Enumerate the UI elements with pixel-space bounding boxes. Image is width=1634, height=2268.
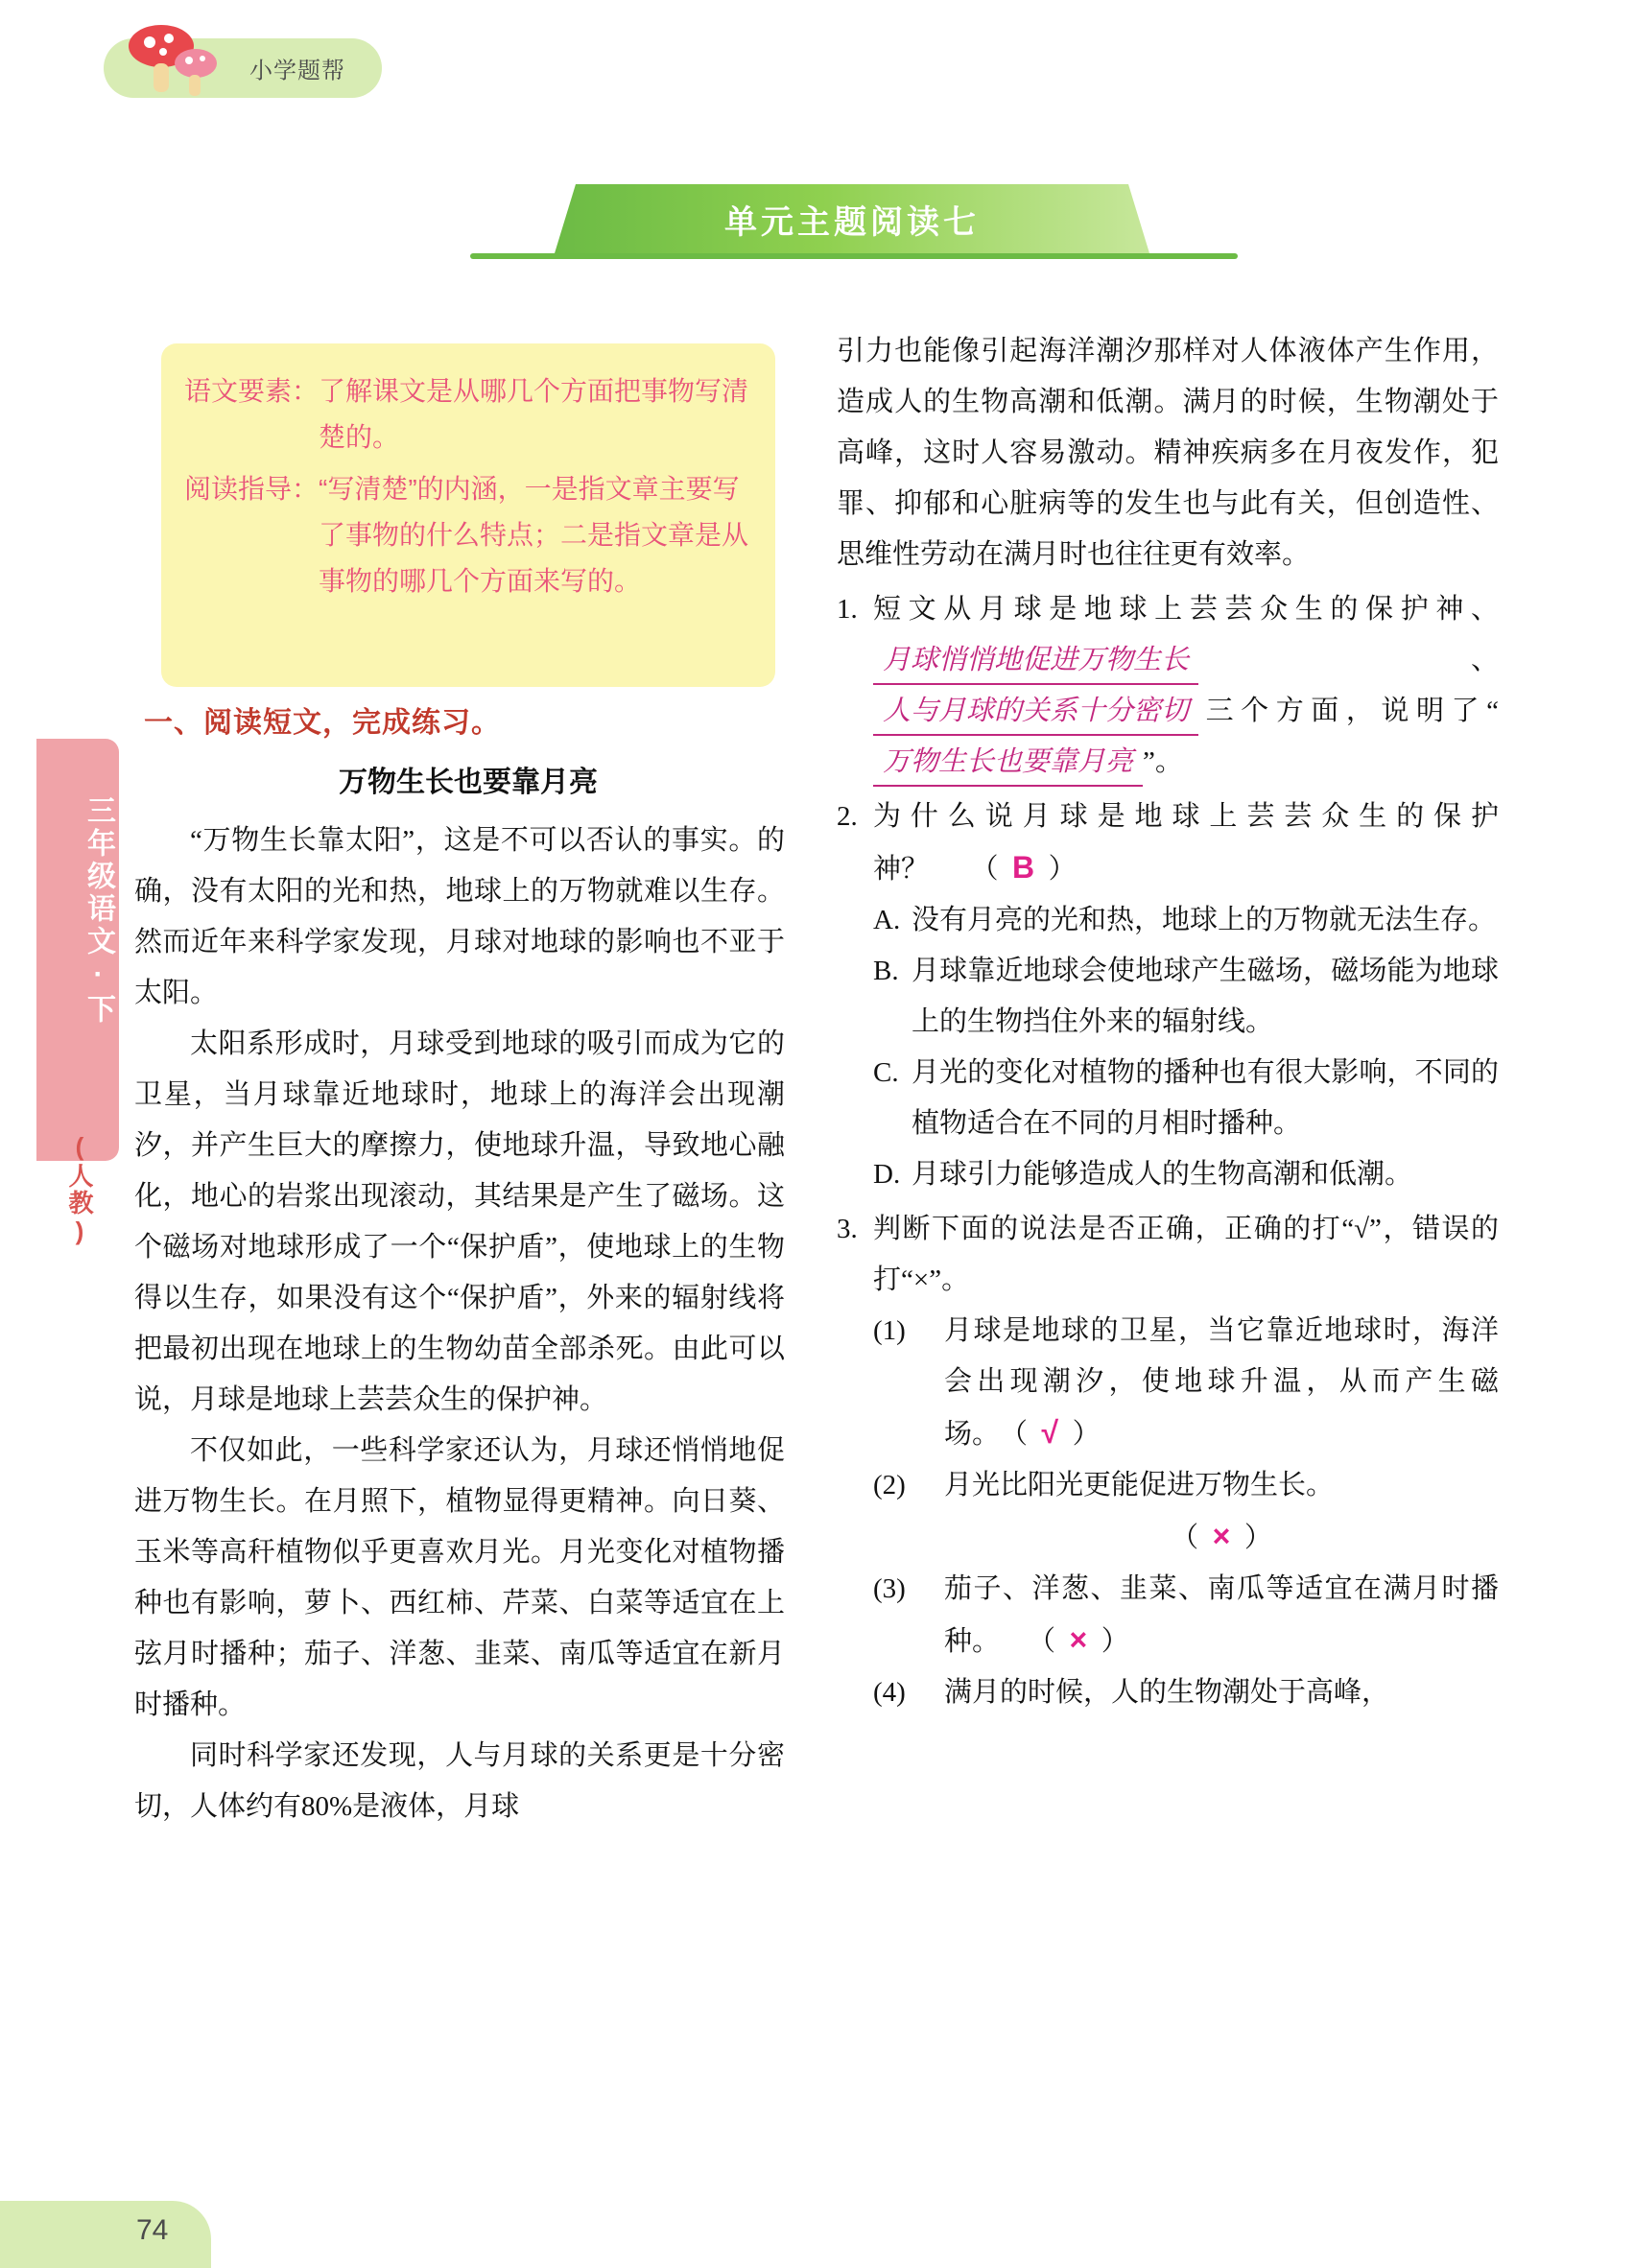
sub-2-body xyxy=(944,1460,1499,1564)
option-c-text: 月光的变化对植物的播种也有很大影响，不同的植物适合在不同的月相时播种。 xyxy=(912,1057,1499,1139)
question-2-option-b[interactable] xyxy=(873,946,1499,1048)
grade-side-tab xyxy=(36,739,119,1161)
article-paragraph: 引力也能像引起海洋潮汐那样对人体液体产生作用，造成人的生物高潮和低潮。满月的时候，生物潮处于高峰，这时人容易激动。精神疾病多在月夜发作，犯罪、抑郁和心脏病等的发生也与此有关，但创造性、思维性劳动在满月时也往往更有效率。 xyxy=(837,336,1499,570)
question-3-number: 3. xyxy=(837,1214,858,1244)
note-text-yuedu: “写清楚”的内涵，一是指文章主要写了事物的什么特点；二是指文章是从事物的哪几个方面来写的。 xyxy=(319,474,749,596)
sub-3-text: 茄子、洋葱、韭菜、南瓜等适宜在满月时播种。 xyxy=(944,1573,1499,1657)
question-3-sub-2[interactable] xyxy=(873,1460,1499,1564)
sub-1-answer: √ xyxy=(1041,1415,1059,1450)
article-title: 万物生长也要靠月亮 xyxy=(339,767,598,798)
question-2-option-d[interactable] xyxy=(873,1149,1499,1200)
question-1-lead: 短文从月球是地球上芸芸众生的保护神、 xyxy=(873,594,1499,625)
question-1-body xyxy=(873,584,1499,788)
question-2-answer: B xyxy=(1012,850,1035,885)
question-3-stem: 判断下面的说法是否正确，正确的打“√”，错误的打“×”。 xyxy=(873,1214,1499,1295)
brand-badge xyxy=(104,38,382,98)
sub-1-text: 月球是地球的卫星，当它靠近地球时，海洋会出现潮汐，使地球升温，从而产生磁场。 xyxy=(944,1315,1499,1450)
footer-bar xyxy=(0,2201,211,2268)
article-paragraph: 太阳系形成时，月球受到地球的吸引而成为它的卫星，当月球靠近地球时，地球上的海洋会出现潮汐，并产生巨大的摩擦力，使地球升温，导致地心融化，地心的岩浆出现滚动，其结果是产生了磁场。这个磁场对地球形成了一个“保护盾”，使地球上的生物得以生存，如果没有这个“保护盾”，外来的辐射线将把最初出现在地球上的生物幼苗全部杀死。由此可以说，月球是地球上芸芸众生的保护神。 xyxy=(134,1028,785,1415)
sub-4-text: 满月的时候，人的生物潮处于高峰， xyxy=(944,1677,1390,1708)
question-3 xyxy=(837,1204,1499,1306)
section-heading: 一、阅读短文，完成练习。 xyxy=(144,707,501,739)
option-a-letter: A. xyxy=(873,905,901,935)
question-1-tail: ”。 xyxy=(1143,746,1183,777)
question-2-body xyxy=(873,791,1499,895)
study-note-box xyxy=(161,343,775,687)
question-2-option-c[interactable] xyxy=(873,1048,1499,1149)
sub-3-answer-slot[interactable]: （ × ） xyxy=(985,1622,1129,1657)
question-1 xyxy=(837,584,1499,788)
page-title-banner xyxy=(555,184,1149,253)
note-label-yuedu: 阅读指导： xyxy=(184,474,320,504)
question-1-sep-1: 、 xyxy=(1198,645,1499,675)
page-title: 单元主题阅读七 xyxy=(724,203,980,241)
note-label-yuwen: 语文要素： xyxy=(184,376,320,406)
sub-3-number: (3) xyxy=(873,1573,906,1604)
option-d-text: 月球引力能够造成人的生物高潮和低潮。 xyxy=(912,1159,1413,1190)
brand-name: 小学题帮 xyxy=(249,58,345,84)
question-3-sub-4[interactable] xyxy=(873,1667,1499,1718)
question-3-sub-1[interactable] xyxy=(873,1306,1499,1460)
sub-2-answer-slot[interactable]: （ × ） xyxy=(1171,1519,1272,1553)
question-3-sub-3[interactable] xyxy=(873,1564,1499,1667)
article-paragraph: 同时科学家还发现，人与月球的关系更是十分密切，人体约有80%是液体，月球 xyxy=(134,1740,785,1822)
right-column xyxy=(837,326,1499,1718)
option-a-text: 没有月亮的光和热，地球上的万物就无法生存。 xyxy=(912,905,1497,935)
option-c-letter: C. xyxy=(873,1057,899,1088)
question-2-option-a[interactable] xyxy=(873,895,1499,946)
sub-2-number: (2) xyxy=(873,1470,906,1500)
article-paragraph: 不仅如此，一些科学家还认为，月球还悄悄地促进万物生长。在月照下，植物显得更精神。向日葵、玉米等高秆植物似乎更喜欢月光。月光变化对植物播种也有影响，萝卜、西红柿、芹菜、白菜等适宜在上弦月时播种；茄子、洋葱、韭菜、南瓜等适宜在新月时播种。 xyxy=(134,1435,785,1720)
sub-1-answer-slot[interactable]: （ √ ） xyxy=(985,1415,1101,1450)
grade-side-tab-label: 三年级语文·下 xyxy=(83,794,114,1027)
article-left-column xyxy=(134,815,785,1832)
sub-2-text: 月光比阳光更能促进万物生长。 xyxy=(944,1470,1335,1500)
article-paragraph: “万物生长靠太阳”，这是不可以否认的事实。的确，没有太阳的光和热，地球上的万物就难以生存。然而近年来科学家发现，月球对地球的影响也不亚于太阳。 xyxy=(134,825,785,1008)
option-b-letter: B. xyxy=(873,956,899,986)
sub-4-number: (4) xyxy=(873,1677,906,1708)
sub-2-answer: × xyxy=(1212,1519,1231,1553)
sub-3-body xyxy=(944,1564,1499,1667)
note-row-yuwen xyxy=(184,368,752,461)
option-d-letter: D. xyxy=(873,1159,901,1190)
note-row-yuedu xyxy=(184,466,752,604)
question-2-stem: 为什么说月球是地球上芸芸众生的保护神？ xyxy=(873,801,1499,885)
question-1-number: 1. xyxy=(837,594,858,625)
title-underline xyxy=(470,253,1238,259)
sub-3-answer: × xyxy=(1069,1622,1088,1657)
question-1-answer-3[interactable]: 万物生长也要靠月亮 xyxy=(873,741,1143,787)
sub-1-body xyxy=(944,1306,1499,1460)
option-b-text: 月球靠近地球会使地球产生磁场，磁场能为地球上的生物挡住外来的辐射线。 xyxy=(912,956,1499,1037)
page-number: 74 xyxy=(136,2214,169,2246)
question-2-number: 2. xyxy=(837,801,858,832)
sub-1-number: (1) xyxy=(873,1315,906,1346)
question-2 xyxy=(837,791,1499,895)
mushroom-icon xyxy=(121,17,236,100)
edition-label: (人教) xyxy=(65,1132,94,1247)
question-1-answer-1[interactable]: 月球悄悄地促进万物生长 xyxy=(873,639,1198,685)
note-text-yuwen: 了解课文是从哪几个方面把事物写清楚的。 xyxy=(319,376,749,452)
question-2-answer-slot[interactable]: （ B ） xyxy=(929,850,1077,885)
question-1-mid-2: 三个方面，说明了“ xyxy=(1198,696,1499,726)
question-1-answer-2[interactable]: 人与月球的关系十分密切 xyxy=(873,690,1198,736)
